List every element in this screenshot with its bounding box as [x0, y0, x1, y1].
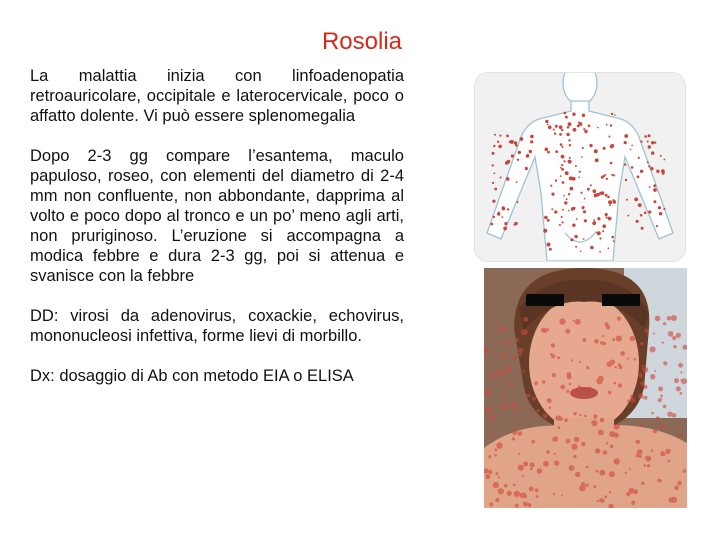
paragraph-rash: Dopo 2-3 gg compare l’esantema, maculo papuloso, roseo, con elementi del diametro di 2-4 mm non confluente, non abbondante, dapprima al volto e poco dopo al tronco e un po’ meno agli arti, non pruriginoso. L’eruzione si accompagna a modica febbre e dura 2-3 gg, poi si attenua e svanisce con la febbre — [30, 147, 404, 285]
text-column — [30, 66, 404, 406]
child-rash-photo — [484, 268, 687, 508]
child-rash-photo-icon — [484, 268, 687, 508]
rash-distribution-diagram-icon — [475, 73, 685, 261]
paragraph-onset: La malattia inizia con linfoadenopatia retroauricolare, occipitale e laterocervicale, poco o affatto dolente. Vi può essere splenomegalia — [30, 67, 404, 125]
paragraph-differential: DD: virosi da adenovirus, coxackie, echovirus, mononucleosi infettiva, forme lievi di morbillo. — [30, 307, 404, 345]
rash-distribution-diagram — [474, 72, 686, 262]
paragraph-diagnosis: Dx: dosaggio di Ab con metodo EIA o ELISA — [30, 367, 354, 385]
slide-title: Rosolia — [321, 28, 402, 55]
